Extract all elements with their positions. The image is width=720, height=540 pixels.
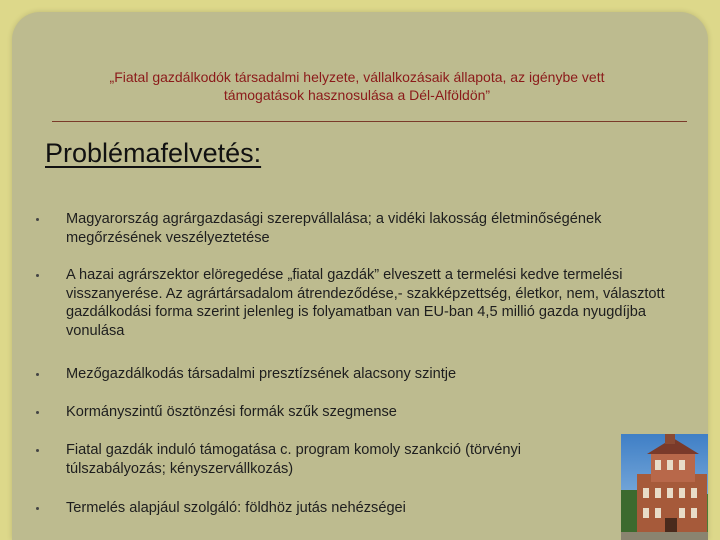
subtitle-line-2: támogatások hasznosulása a Dél-Alföldön”: [223, 87, 491, 103]
bullet-text: A hazai agrárszektor elöregedése „fiatal gazdák” elveszett a termelési kedve termelési visszanyerése. Az agrártársadalom átrendeződése,- szakképzettség, életkor, nem, választott gazdálkodási forma szerint jelenleg is folyamatban van EU-ban 4,5 millió gazda nyugdíjba vonulása: [66, 267, 665, 339]
slide-subtitle: [52, 68, 662, 104]
bullet-icon: [36, 218, 39, 221]
bullet-icon: [36, 507, 39, 510]
bullet-text: Kormányszintű ösztönzési formák szűk szegmense: [66, 404, 397, 420]
bullet-icon: [36, 274, 39, 277]
slide: [12, 12, 708, 540]
bullet-icon: [36, 449, 39, 452]
bullet-icon: [36, 373, 39, 376]
bullet-icon: [36, 411, 39, 414]
bullet-text: Termelés alapjául szolgáló: földhöz jutás nehézségei: [66, 500, 406, 516]
subtitle-line-1: „Fiatal gazdálkodók társadalmi helyzete, vállalkozásaik állapota, az igénybe vett: [109, 69, 605, 85]
building-photo: [621, 434, 708, 540]
bullet-text: Mezőgazdálkodás társadalmi presztízsének alacsony szintje: [66, 366, 457, 382]
bullet-text: Fiatal gazdák induló támogatása c. program komoly szankció (törvényi túlszabályozás; kényszervállkozás): [66, 442, 522, 477]
slide-heading: Problémafelvetés:: [45, 138, 262, 168]
bullet-text: Magyarország agrárgazdasági szerepvállalása; a vidéki lakosság életminőségének megőrzésének veszélyeztetése: [66, 211, 602, 246]
building-photo-icon: [621, 434, 708, 540]
header-divider: [52, 121, 687, 122]
